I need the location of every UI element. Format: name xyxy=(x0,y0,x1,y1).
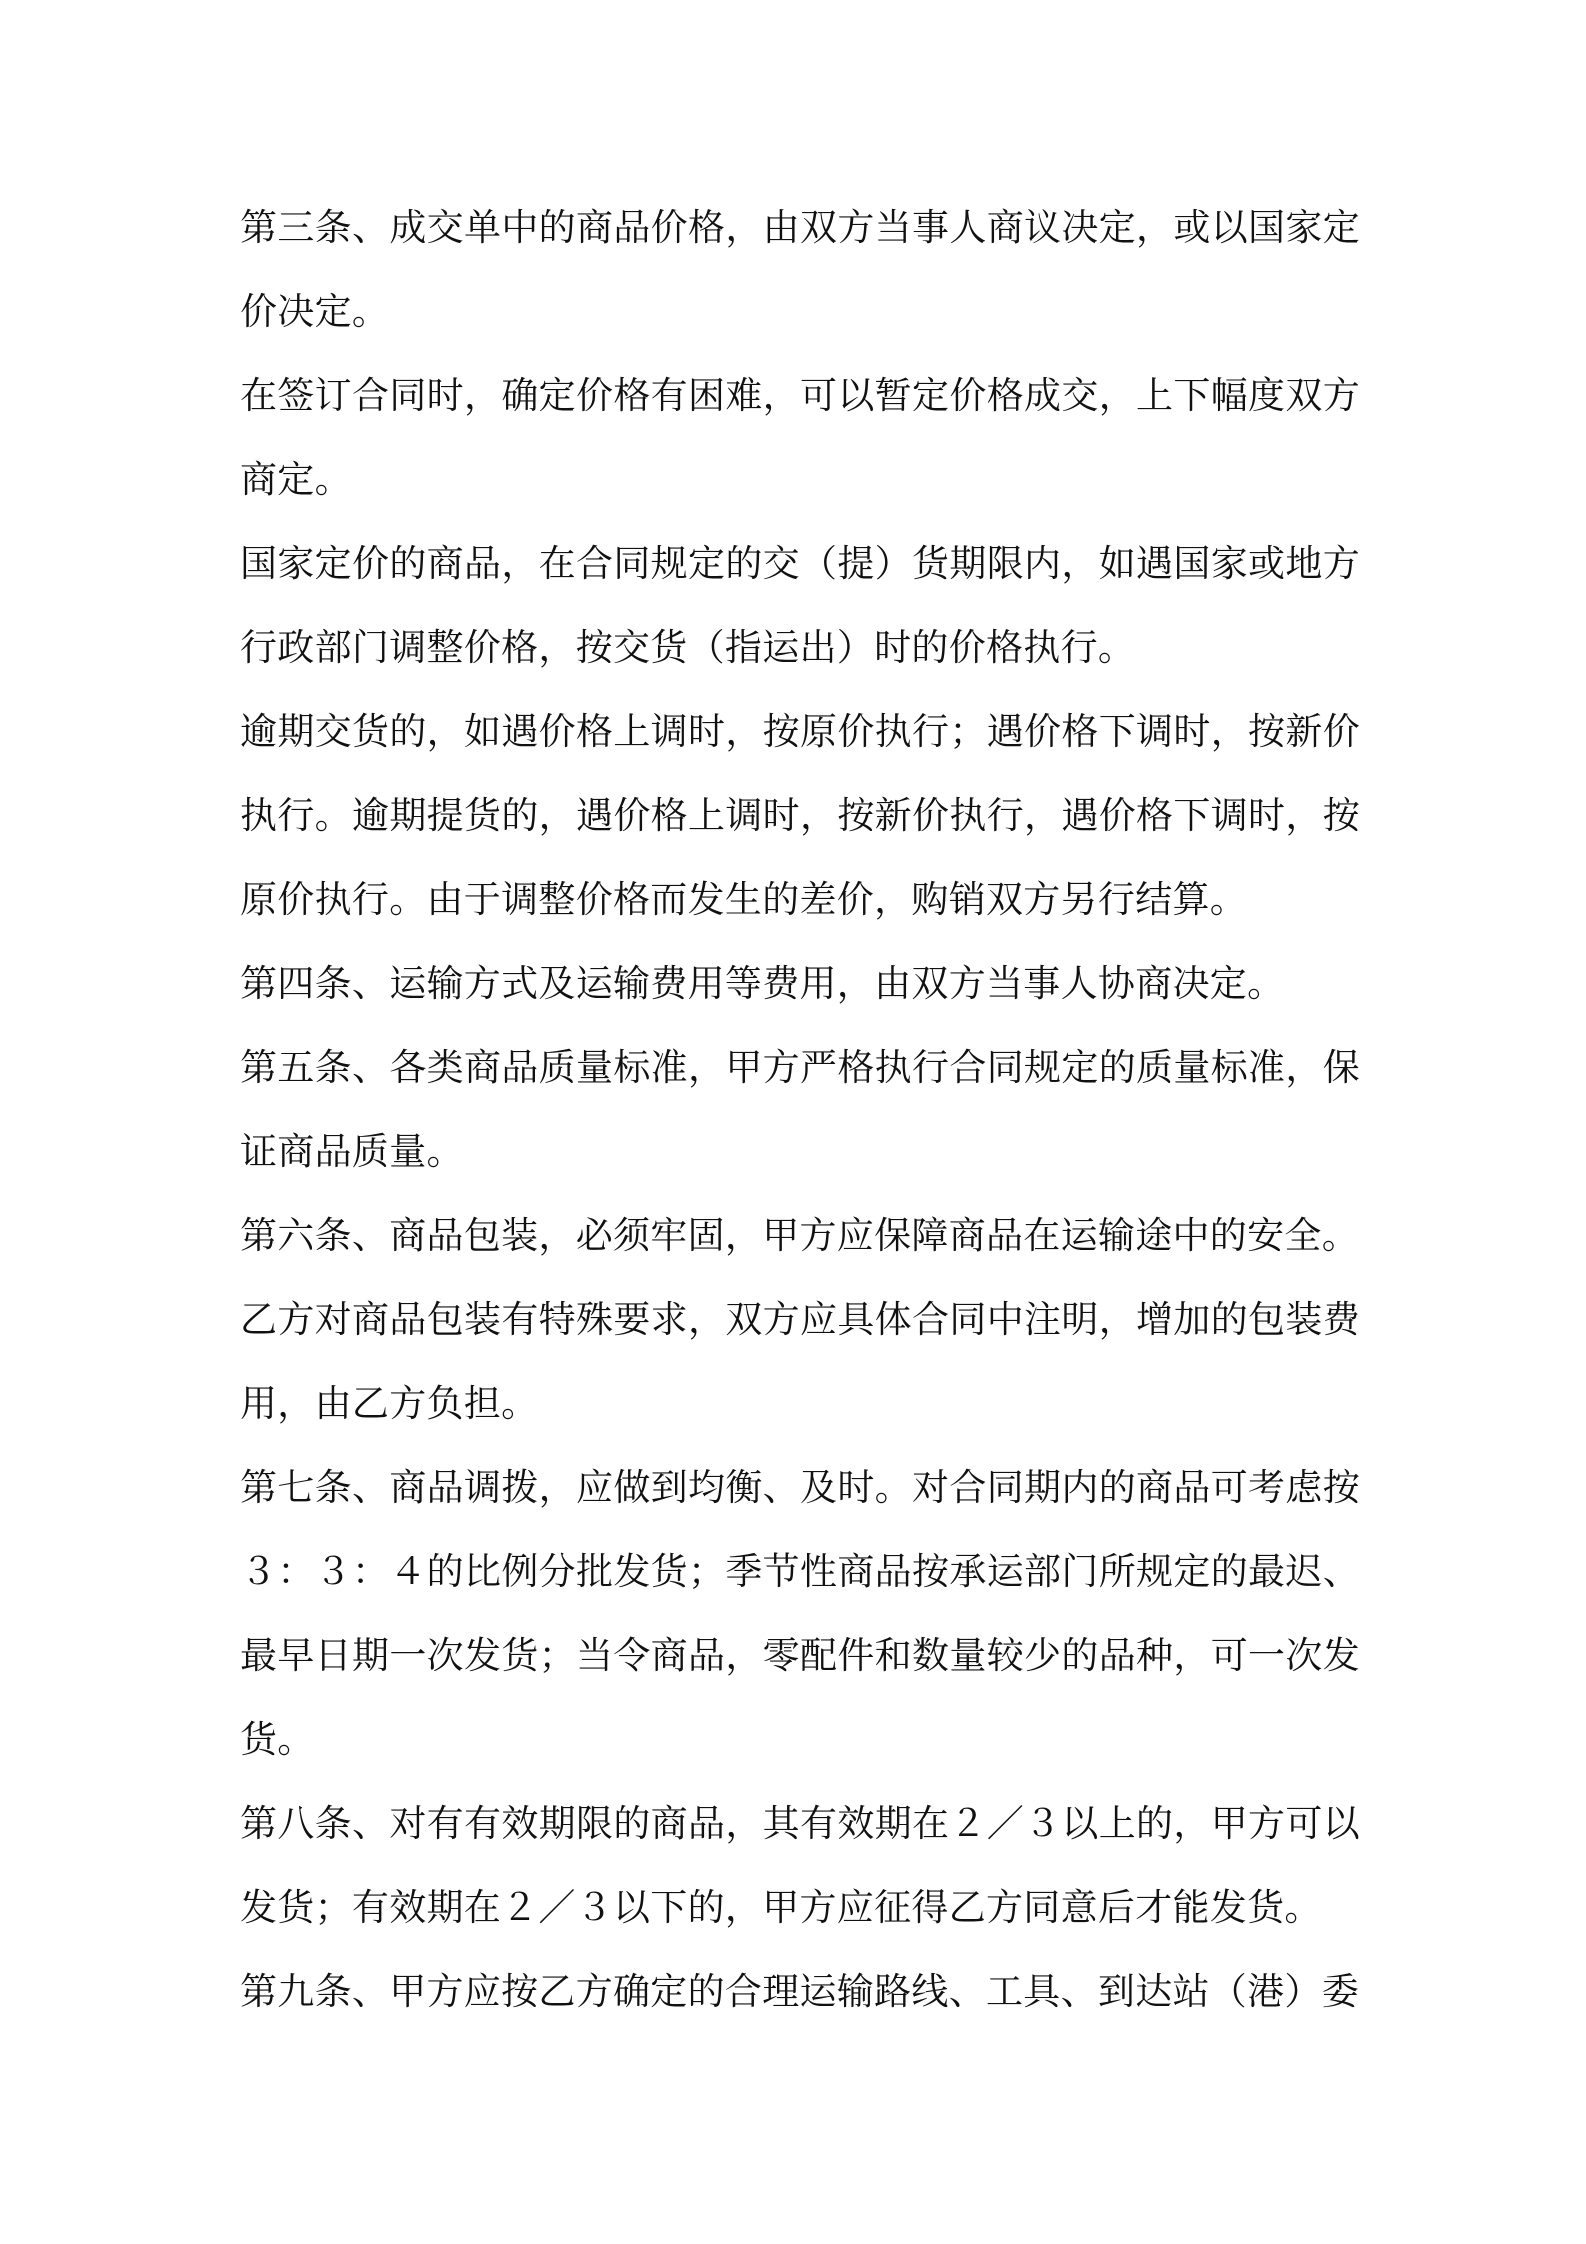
paragraph-state-price: 国家定价的商品，在合同规定的交（提）货期限内，如遇国家或地方行政部门调整价格，按交货（指运出）时的价格执行。 xyxy=(240,542,1360,669)
paragraph-article-4: 第四条、运输方式及运输费用等费用，由双方当事人协商决定。 xyxy=(240,962,1285,1005)
paragraph-article-5: 第五条、各类商品质量标准，甲方严格执行合同规定的质量标准，保证商品质量。 xyxy=(240,1046,1360,1173)
paragraph-article-7: 第七条、商品调拨，应做到均衡、及时。对合同期内的商品可考虑按３：３：４的比例分批发货；季节性商品按承运部门所规定的最迟、最早日期一次发货；当令商品，零配件和数量较少的品种，可一次发货。 xyxy=(240,1466,1360,1761)
document-body xyxy=(240,186,1360,2034)
paragraph-article-6: 第六条、商品包装，必须牢固，甲方应保障商品在运输途中的安全。 xyxy=(240,1214,1359,1257)
paragraph-article-3: 第三条、成交单中的商品价格，由双方当事人商议决定，或以国家定价决定。 xyxy=(240,206,1360,333)
paragraph-article-9: 第九条、甲方应按乙方确定的合理运输路线、工具、到达站（港）委 xyxy=(240,1970,1359,2013)
paragraph-overdue-delivery: 逾期交货的，如遇价格上调时，按原价执行；遇价格下调时，按新价执行。逾期提货的，遇价格上调时，按新价执行，遇价格下调时，按原价执行。由于调整价格而发生的差价，购销双方另行结算。 xyxy=(240,710,1360,921)
paragraph-article-8: 第八条、对有有效期限的商品，其有效期在２／３以上的，甲方可以发货；有效期在２／３以下的，甲方应征得乙方同意后才能发货。 xyxy=(240,1802,1360,1929)
paragraph-packaging-requirements: 乙方对商品包装有特殊要求，双方应具体合同中注明，增加的包装费用，由乙方负担。 xyxy=(240,1298,1360,1425)
paragraph-tentative-price: 在签订合同时，确定价格有困难，可以暂定价格成交，上下幅度双方商定。 xyxy=(240,374,1360,501)
